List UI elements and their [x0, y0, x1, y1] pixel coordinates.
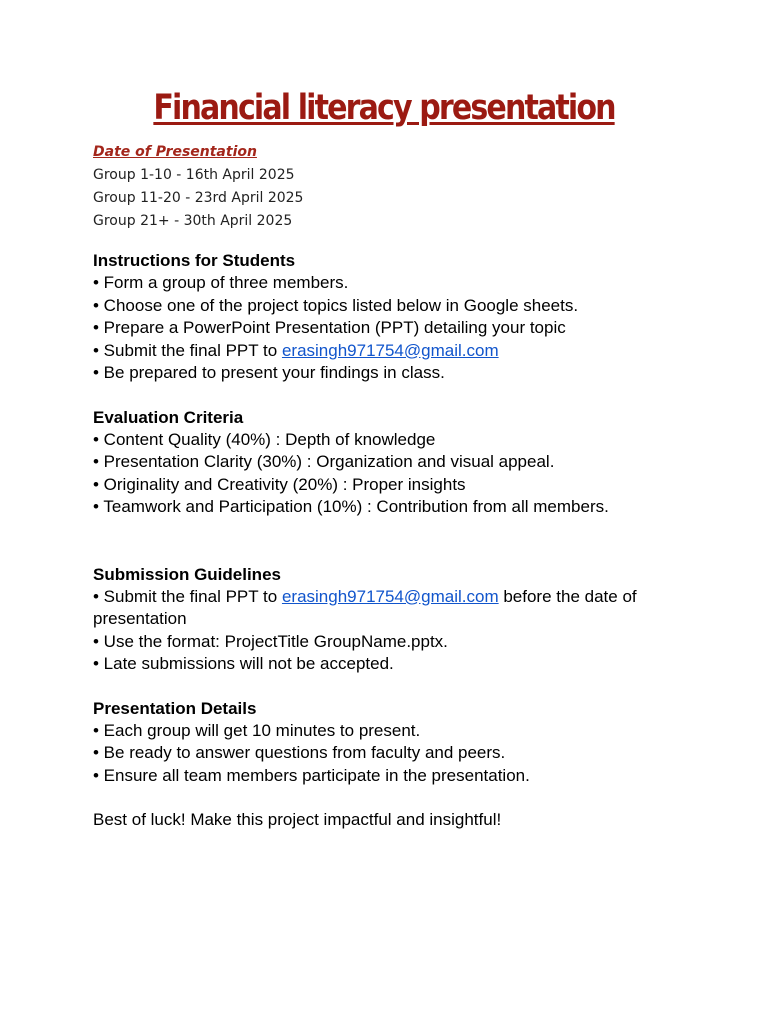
date-line: Group 21+ - 30th April 2025	[93, 213, 293, 229]
details-item: • Ensure all team members participate in the presentation.	[93, 765, 530, 785]
instructions-section	[93, 250, 693, 385]
submission-item: • Late submissions will not be accepted.	[93, 654, 394, 673]
details-item: • Each group will get 10 minutes to present.	[93, 720, 421, 740]
instruction-item-submit	[93, 340, 693, 363]
submission-item-wrap: presentation	[93, 609, 187, 628]
email-link[interactable]: erasingh971754@gmail.com	[281, 586, 499, 606]
instructions-heading: Instructions for Students	[93, 251, 296, 270]
details-item: • Be ready to answer questions from faculty and peers.	[93, 743, 506, 762]
evaluation-item: • Teamwork and Participation (10%) : Contribution from all members.	[93, 497, 609, 516]
submit-prefix: • Submit the final PPT to	[93, 586, 282, 606]
evaluation-heading: Evaluation Criteria	[93, 407, 244, 427]
evaluation-item: • Presentation Clarity (30%) : Organization and visual appeal.	[93, 452, 555, 471]
instruction-item: • Be prepared to present your findings in class.	[93, 363, 445, 382]
evaluation-section	[93, 407, 693, 519]
evaluation-item: • Content Quality (40%) : Depth of knowledge	[93, 429, 436, 449]
instruction-item: • Prepare a PowerPoint Presentation (PPT) detailing your topic	[93, 318, 566, 337]
email-link[interactable]: erasingh971754@gmail.com	[281, 340, 499, 360]
date-heading: Date of Presentation	[93, 144, 257, 160]
submission-section	[93, 564, 693, 676]
submit-suffix: before the date of	[498, 586, 637, 606]
closing-note: Best of luck! Make this project impactful and insightful!	[93, 810, 502, 829]
submission-heading: Submission Guidelines	[93, 564, 281, 584]
submission-item-submit	[93, 586, 693, 609]
date-line: Group 1-10 - 16th April 2025	[93, 167, 295, 183]
instruction-item: • Form a group of three members.	[93, 273, 349, 292]
details-section	[93, 698, 693, 788]
dates-section	[93, 142, 693, 233]
page-title: Financial literacy presentation	[153, 88, 615, 128]
date-line: Group 11-20 - 23rd April 2025	[93, 190, 304, 206]
submit-prefix: • Submit the final PPT to	[93, 340, 282, 360]
instruction-item: • Choose one of the project topics listed below in Google sheets.	[93, 295, 579, 315]
details-heading: Presentation Details	[93, 698, 257, 718]
document-body	[93, 142, 693, 832]
evaluation-item: • Originality and Creativity (20%) : Proper insights	[93, 474, 466, 494]
submission-item: • Use the format: ProjectTitle GroupName.pptx.	[93, 631, 448, 651]
